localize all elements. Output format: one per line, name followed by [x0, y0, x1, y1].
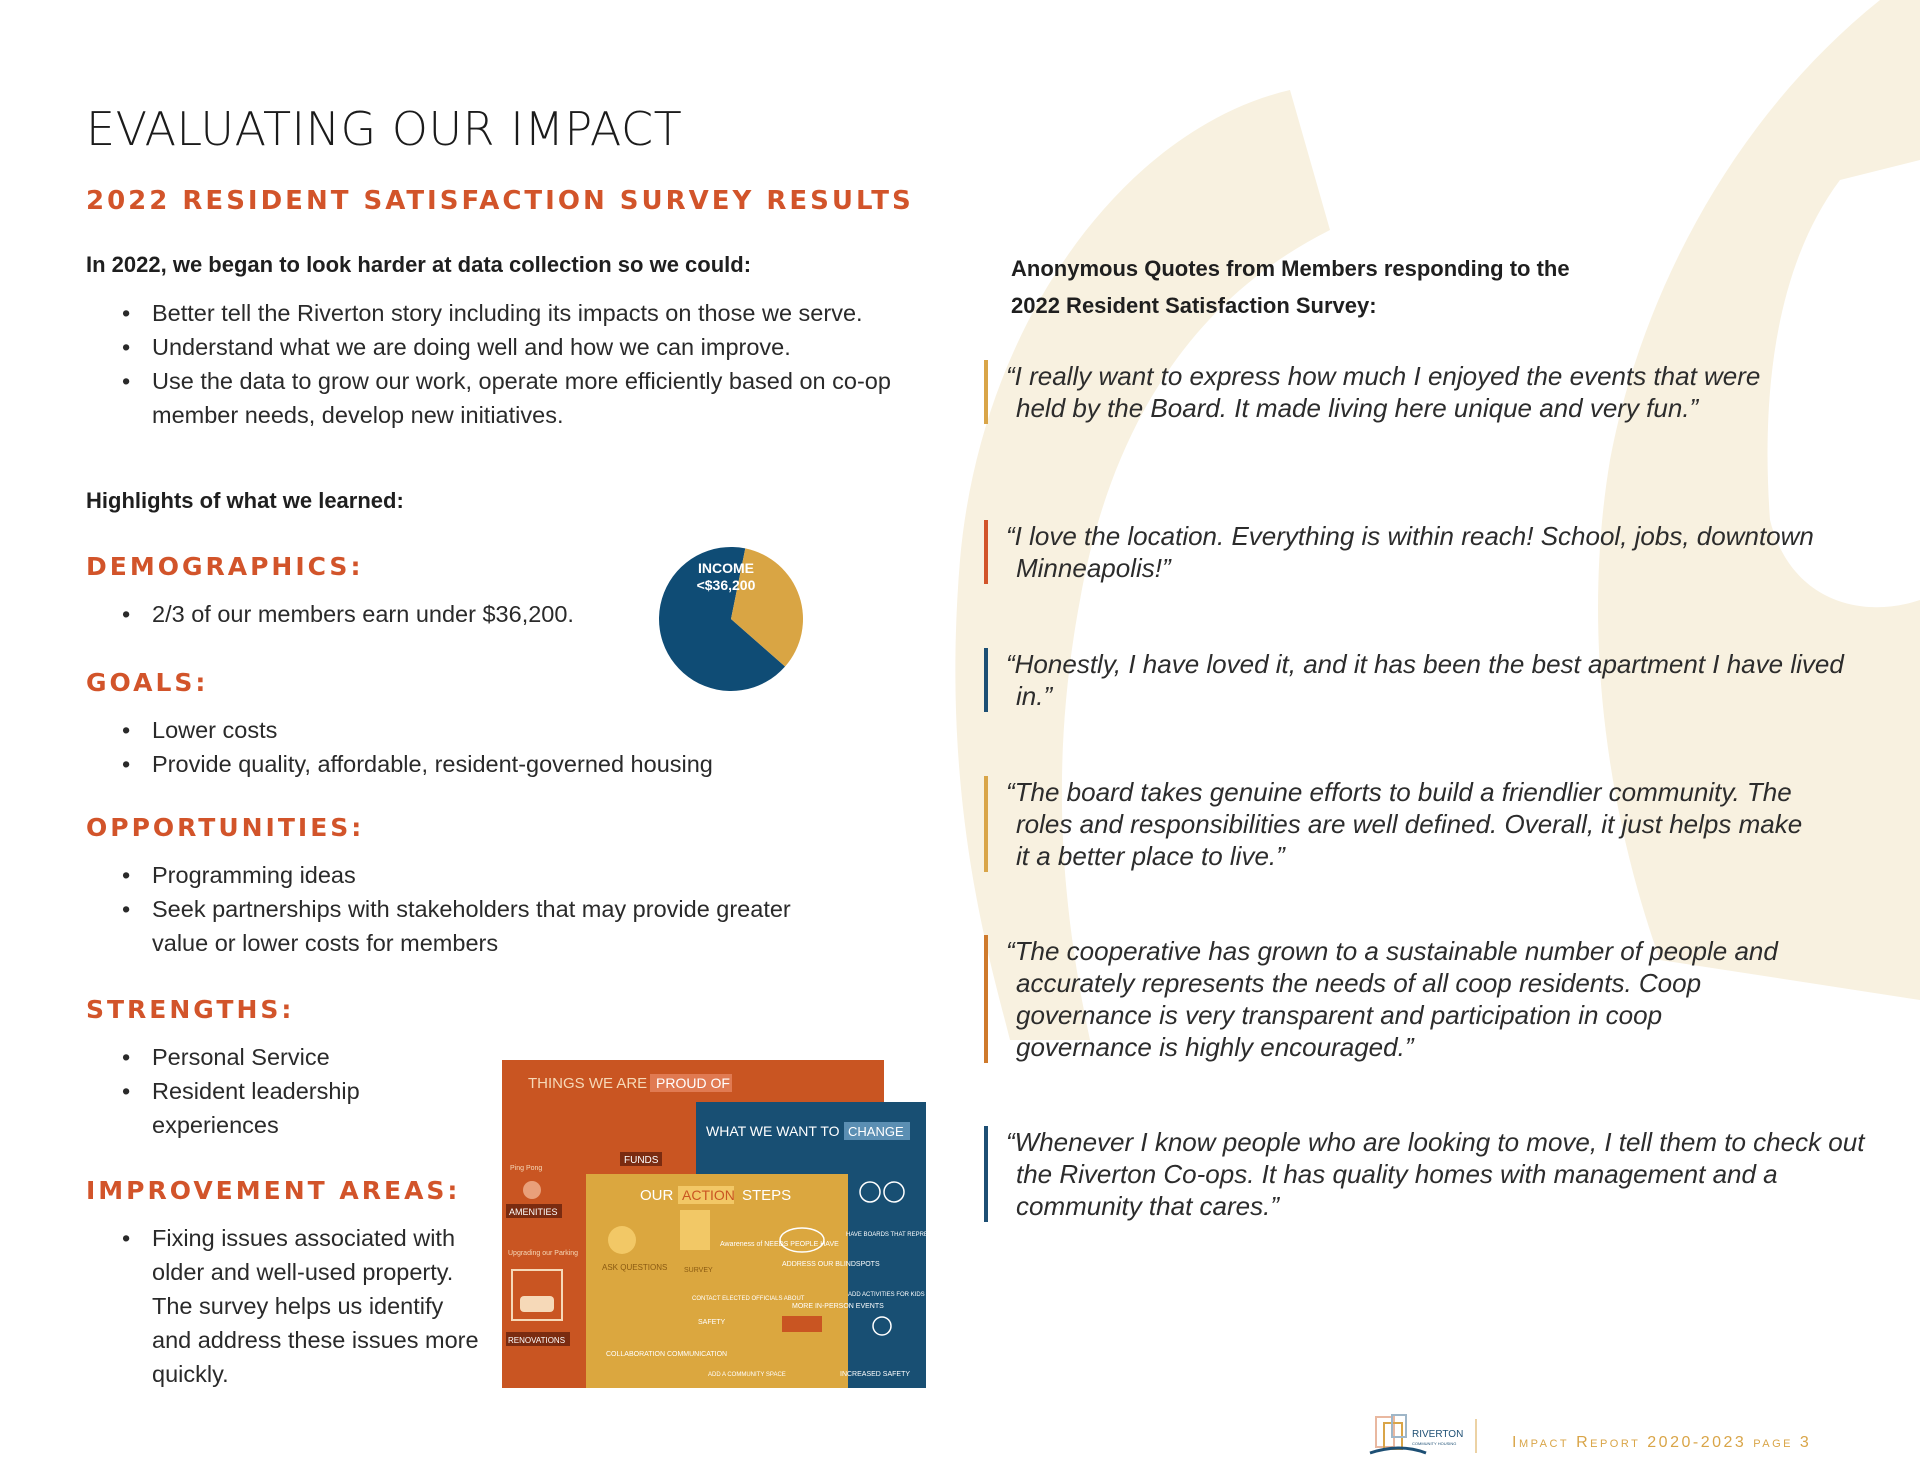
opportunities-heading: OPPORTUNITIES:	[86, 813, 365, 842]
list-item: • Fixing issues associated with older and well-used property. The survey helps us identify and address these issues more quickly.	[86, 1221, 486, 1391]
art-label-contact-officials: CONTACT ELECTED OFFICIALS ABOUT	[692, 1296, 805, 1302]
list-item: • Programming ideas	[86, 858, 826, 892]
list-item: • Use the data to grow our work, operate more efficiently based on co-op member needs, develop new initiatives.	[86, 364, 932, 432]
list-item: • Provide quality, affordable, resident-governed housing	[86, 747, 713, 781]
art-panel1-highlight: PROUD OF	[656, 1075, 730, 1091]
logo-name: RIVERTON	[1412, 1429, 1464, 1440]
art-panel2-highlight: CHANGE	[848, 1124, 904, 1139]
art-label-increased: INCREASED SAFETY	[840, 1371, 911, 1378]
goals-list	[86, 713, 713, 781]
quote-text: “Honestly, I have loved it, and it has been the best apartment I have lived in.”	[1006, 649, 1844, 711]
page-title: EVALUATING OUR IMPACT	[86, 102, 683, 156]
strengths-list	[86, 1040, 426, 1142]
list-item: • Seek partnerships with stakeholders that may provide greater value or lower costs for members	[86, 892, 826, 960]
member-quote	[984, 935, 1886, 1063]
page-subtitle: 2022 RESIDENT SATISFACTION SURVEY RESULTS	[86, 186, 914, 216]
list-item: • Personal Service	[86, 1040, 426, 1074]
art-label-more-events: MORE IN-PERSON EVENTS	[792, 1303, 884, 1310]
intro-lead: In 2022, we began to look harder at data collection so we could:	[86, 252, 752, 277]
demographics-list	[86, 597, 574, 631]
art-label-address-blindspots: ADDRESS OUR BLINDSPOTS	[782, 1261, 880, 1268]
art-panel2-title: WHAT WE WANT TO	[706, 1123, 840, 1139]
quote-text: “The board takes genuine efforts to build a friendlier community. The roles and responsibilities are well defined. Overall, it just helps make it a better place to live.”	[1006, 777, 1803, 871]
quote-text: “I love the location. Everything is within reach! School, jobs, downtown Minneapolis!”	[1006, 521, 1814, 583]
highlights-label: Highlights of what we learned:	[86, 488, 404, 513]
goals-heading: GOALS:	[86, 668, 209, 697]
opportunities-list	[86, 858, 826, 960]
art-label-renovations: RENOVATIONS	[508, 1336, 566, 1345]
member-quote	[984, 648, 1886, 712]
art-label-add-community: ADD A COMMUNITY SPACE	[708, 1372, 786, 1378]
art-label-funds: FUNDS	[624, 1155, 659, 1166]
improvement-heading: IMPROVEMENT AREAS:	[86, 1176, 461, 1205]
strengths-heading: STRENGTHS:	[86, 995, 295, 1024]
list-item: • Lower costs	[86, 713, 713, 747]
art-label-ping-pong: Ping Pong	[510, 1165, 543, 1172]
quote-text: “Whenever I know people who are looking to move, I tell them to check out the Riverton Co-ops. It has quality homes with management and a community that cares.”	[1006, 1127, 1865, 1221]
art-label-collaboration: COLLABORATION COMMUNICATION	[606, 1351, 728, 1358]
member-quote	[984, 1126, 1886, 1222]
member-quote	[984, 776, 1886, 872]
art-label-survey: SURVEY	[684, 1267, 713, 1274]
riverton-logo	[1370, 1413, 1482, 1459]
quote-text: “The cooperative has grown to a sustainable number of people and accurately represents the needs of all coop residents. Coop governance is very transparent and participation in coop governance is highly encouraged.”	[1006, 936, 1778, 1062]
member-quote	[984, 360, 1886, 424]
quote-text: “I really want to express how much I enjoyed the events that were held by the Board. It made living here unique and very fun.”	[1006, 361, 1761, 423]
art-panel3-highlight: ACTION	[682, 1187, 735, 1203]
footer-page-label: Impact Report 2020-2023 page 3	[1512, 1434, 1812, 1451]
art-label-upgrading: Upgrading our Parking	[508, 1250, 579, 1257]
member-quote	[984, 520, 1886, 584]
art-label-ask-questions: ASK QUESTIONS	[602, 1263, 668, 1272]
art-panel3-title-b: STEPS	[742, 1187, 792, 1204]
list-item: • Understand what we are doing well and how we can improve.	[86, 330, 966, 364]
quotes-heading	[1011, 250, 1570, 324]
pie-label	[676, 560, 776, 594]
art-panel3-title-a: OUR	[640, 1187, 674, 1204]
art-label-add-activities: ADD ACTIVITIES FOR KIDS	[848, 1292, 925, 1298]
pie-label-line1: INCOME	[698, 560, 754, 576]
art-label-awareness: Awareness of NEEDS PEOPLE HAVE	[720, 1241, 839, 1248]
art-label-have-boards: HAVE BOARDS THAT REPRESENT OUR DIVERSITY	[846, 1232, 993, 1238]
list-item: • Resident leadership experiences	[86, 1074, 426, 1142]
art-label-safety: SAFETY	[698, 1319, 726, 1326]
quotes-heading-line1: Anonymous Quotes from Members responding to the	[1011, 256, 1570, 281]
list-item: • Better tell the Riverton story including its impacts on those we serve.	[86, 296, 966, 330]
logo-sub: COMMUNITY HOUSING	[1412, 1441, 1457, 1446]
list-item: • 2/3 of our members earn under $36,200.	[86, 597, 574, 631]
improvement-list	[86, 1221, 486, 1391]
art-panel1-title: THINGS WE ARE	[528, 1075, 648, 1092]
intro-list	[86, 296, 966, 432]
graphic-recording-image	[502, 1060, 993, 1388]
art-label-amenities: AMENITIES	[509, 1207, 558, 1217]
demographics-heading: DEMOGRAPHICS:	[86, 552, 364, 581]
pie-label-line2: <$36,200	[696, 577, 756, 593]
quotes-heading-line2: 2022 Resident Satisfaction Survey:	[1011, 293, 1377, 318]
